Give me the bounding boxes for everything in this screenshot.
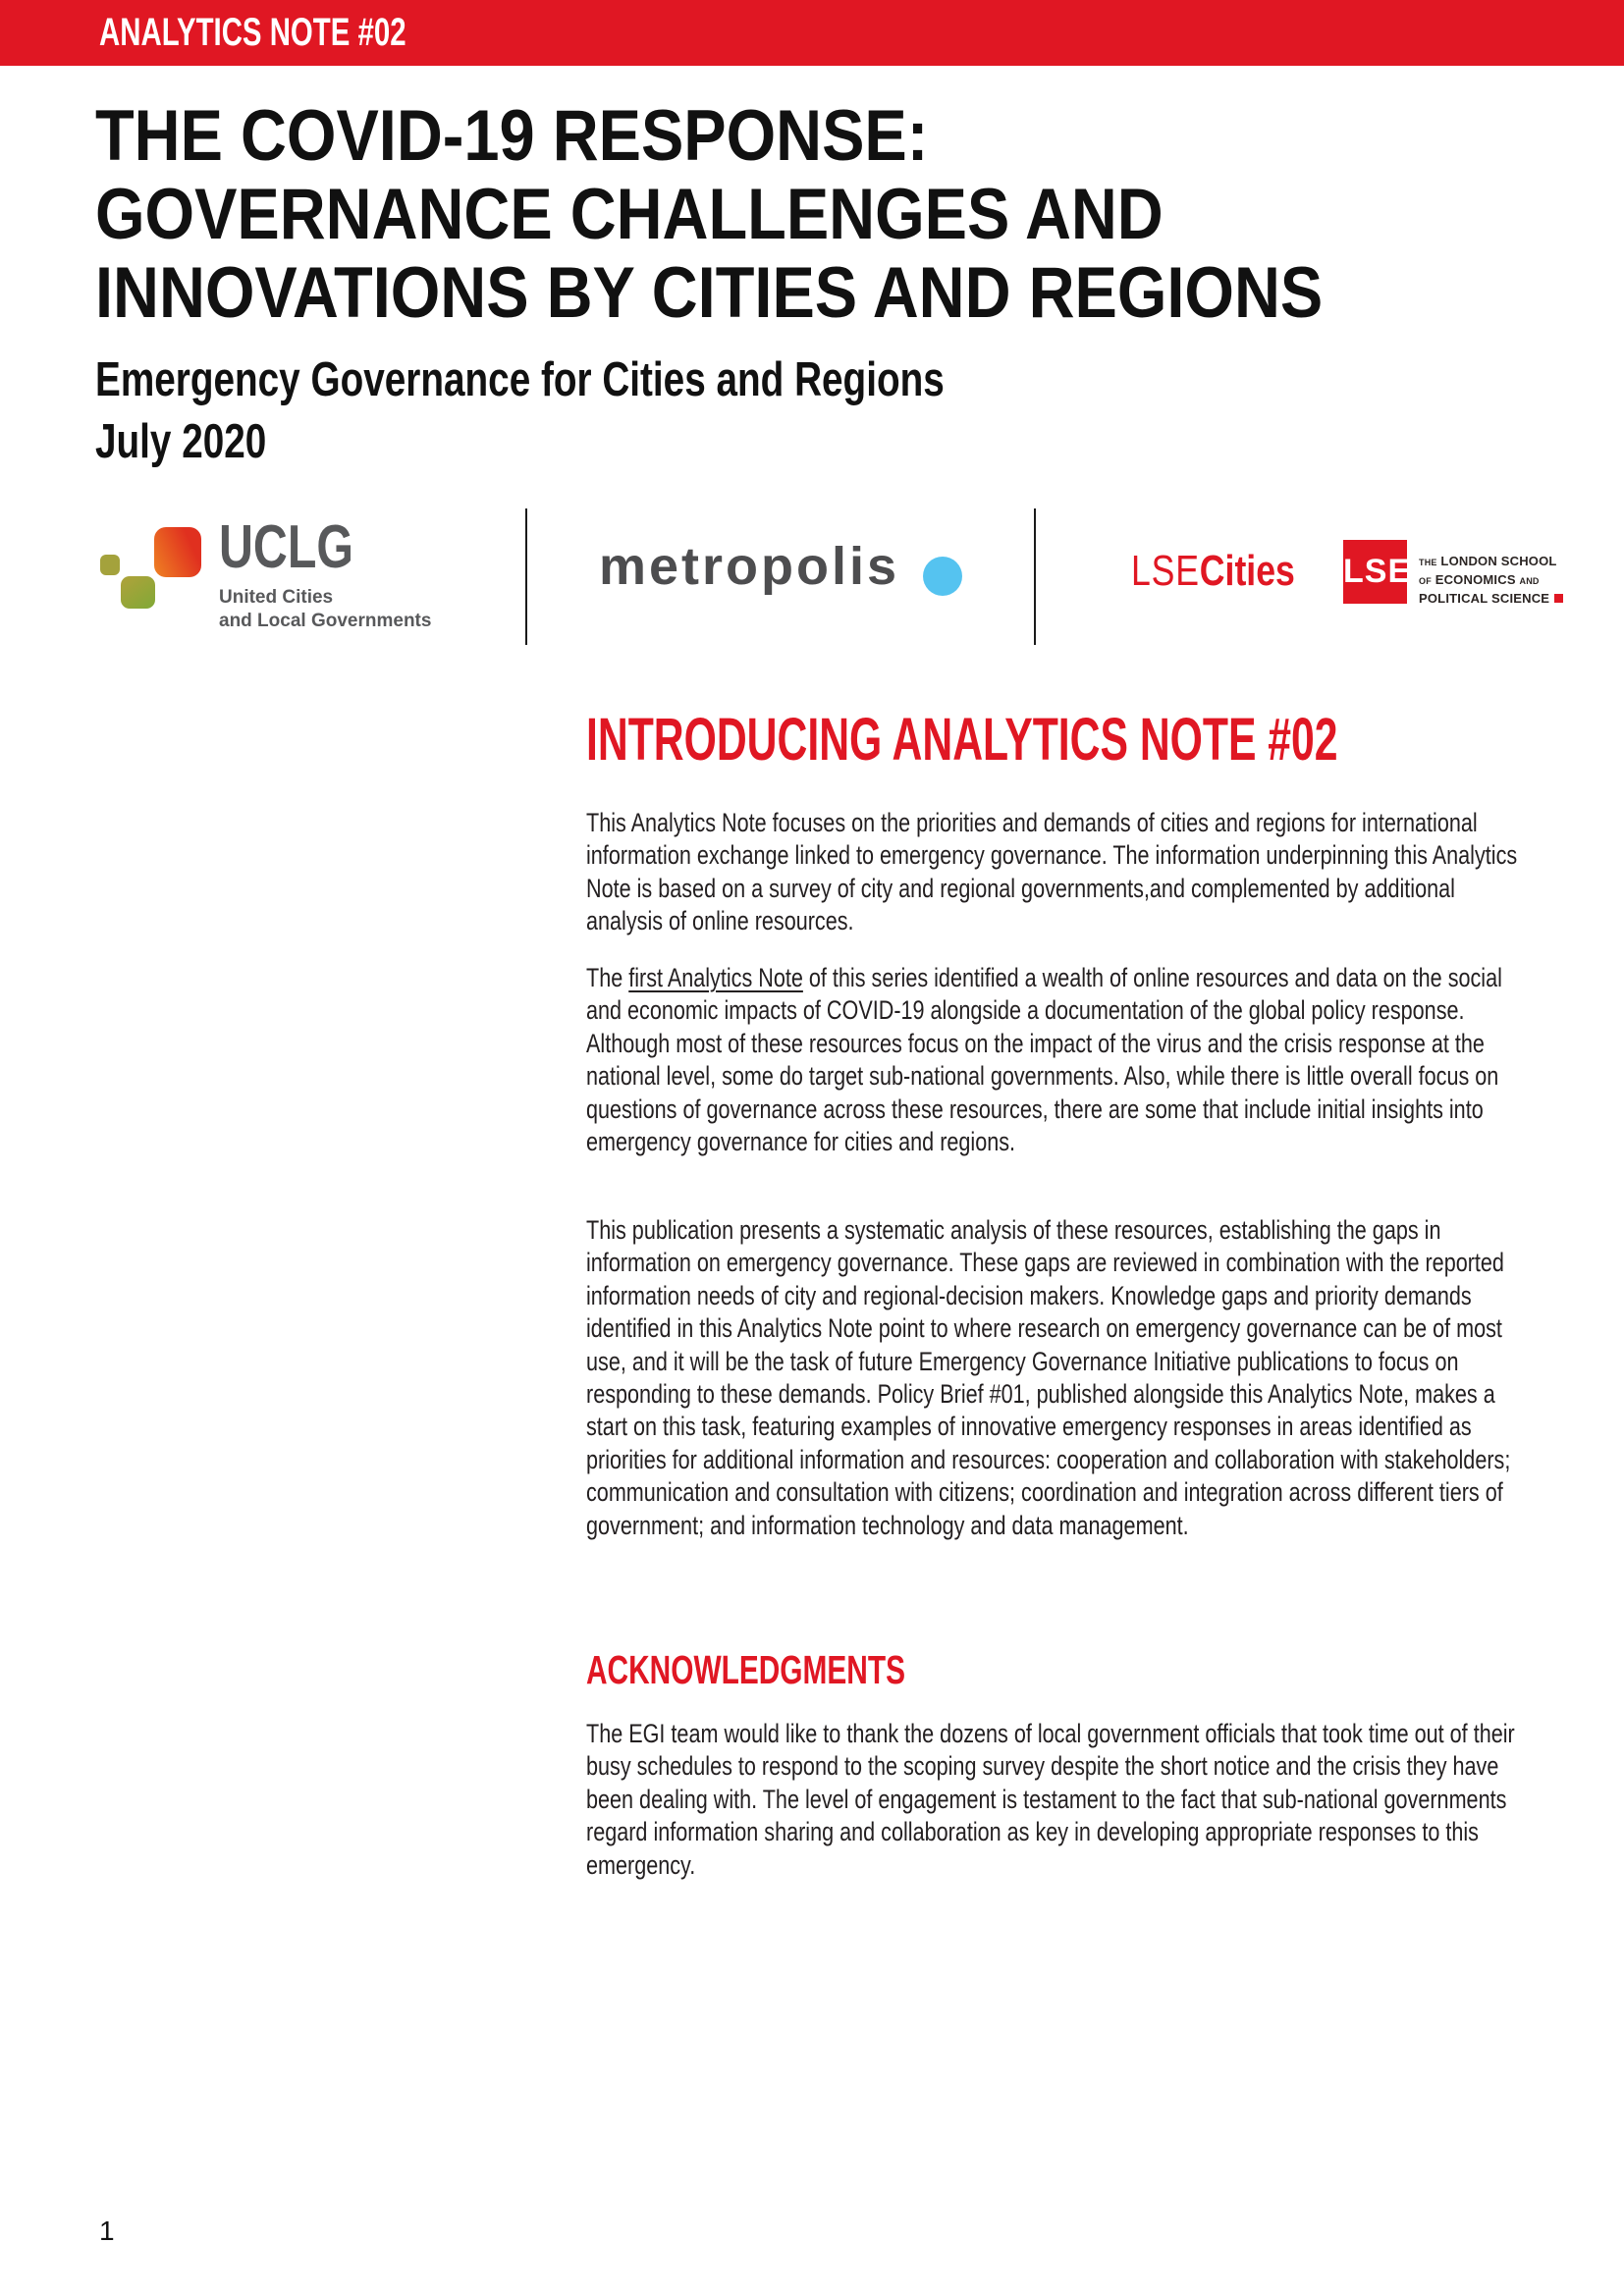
lse-caption-line-2: OF ECONOMICS AND	[1419, 572, 1540, 587]
lsecities-lse-part: LSE	[1131, 547, 1200, 595]
first-analytics-note-link[interactable]: first Analytics Note	[628, 963, 803, 992]
logo-divider	[525, 508, 527, 645]
uclg-red-square	[154, 527, 201, 577]
intro-paragraph-2	[586, 962, 1533, 1158]
lse-caption-line-3: POLITICAL SCIENCE	[1419, 590, 1563, 607]
uclg-tagline-line-1: United Cities	[219, 587, 334, 608]
uclg-logo-wordmark: UCLG	[219, 513, 354, 581]
lse-red-square-icon	[1554, 594, 1563, 603]
intro-paragraph-1: This Analytics Note focuses on the priorities and demands of cities and regions for international information exchange linked to emergency governance. The information underpinning this Analytics Note is based on a survey of city and regional governments,and complemented by additional analysis of online resources.	[586, 808, 1518, 936]
uclg-olive-small-square	[100, 555, 120, 575]
uclg-logo-tagline	[219, 586, 431, 633]
document-date: July 2020	[95, 415, 267, 468]
document-subtitle: Emergency Governance for Cities and Regions	[95, 353, 945, 406]
uclg-tagline-line-2: and Local Governments	[219, 611, 432, 631]
para2-post-text: of this series identified a wealth of online resources and data on the social and economic impacts of COVID-19 alongside a documentation of the global policy response. Although most of these resources focus on the impact of the virus and the crisis response at the national level, some do target sub-national governments. Also, while there is little overall focus on questions of governance across these resources, there are some that include initial insights into emergency governance for cities and regions.	[586, 963, 1502, 1157]
acknowledgments-heading: ACKNOWLEDGMENTS	[586, 1647, 905, 1692]
para2-pre-text: The	[586, 963, 629, 992]
title-line-3: INNOVATIONS BY CITIES AND REGIONS	[95, 253, 1324, 333]
page-number: 1	[99, 2216, 115, 2246]
metropolis-logo-wordmark: metropolis	[599, 537, 900, 596]
acknowledgments-paragraph: The EGI team would like to thank the dozens of local government officials that took time out of their busy schedules to respond to the scoping survey despite the short notice and the crisis they have been dealing with. The level of engagement is testament to the fact that sub-national governments regard information sharing and collaboration as key in developing appropriate responses to this emergency.	[586, 1719, 1515, 1880]
lsecities-cities-part: Cities	[1199, 547, 1295, 595]
header-label	[99, 0, 516, 66]
uclg-logo-icon	[98, 525, 206, 615]
title-line-1: THE COVID-19 RESPONSE:	[95, 96, 929, 176]
header-label-text: ANALYTICS NOTE #02	[99, 11, 406, 54]
uclg-olive-mid-square	[121, 576, 155, 609]
intro-paragraph-3: This publication presents a systematic analysis of these resources, establishing the gaps in information on emergency governance. These gaps are reviewed in combination with the reported information needs of city and regional-decision makers. Knowledge gaps and priority demands identified in this Analytics Note point to where research on emergency governance can be of most use, and it will be the task of future Emergency Governance Initiative publications to focus on responding to these demands. Policy Brief #01, published alongside this Analytics Note, makes a start on this task, featuring examples of innovative emergency responses in areas identified as priorities for additional information and resources: cooperation and collaboration with stakeholders; communication and consultation with citizens; coordination and integration across different tiers of government; and information technology and data management.	[586, 1215, 1511, 1540]
intro-heading: INTRODUCING ANALYTICS NOTE #02	[586, 706, 1338, 773]
article-column	[586, 0, 1533, 2296]
lse-box-logo: LSE	[1343, 540, 1407, 604]
title-line-2: GOVERNANCE CHALLENGES AND	[95, 175, 1164, 254]
lse-caption-line-1: THE LONDON SCHOOL	[1419, 554, 1557, 568]
